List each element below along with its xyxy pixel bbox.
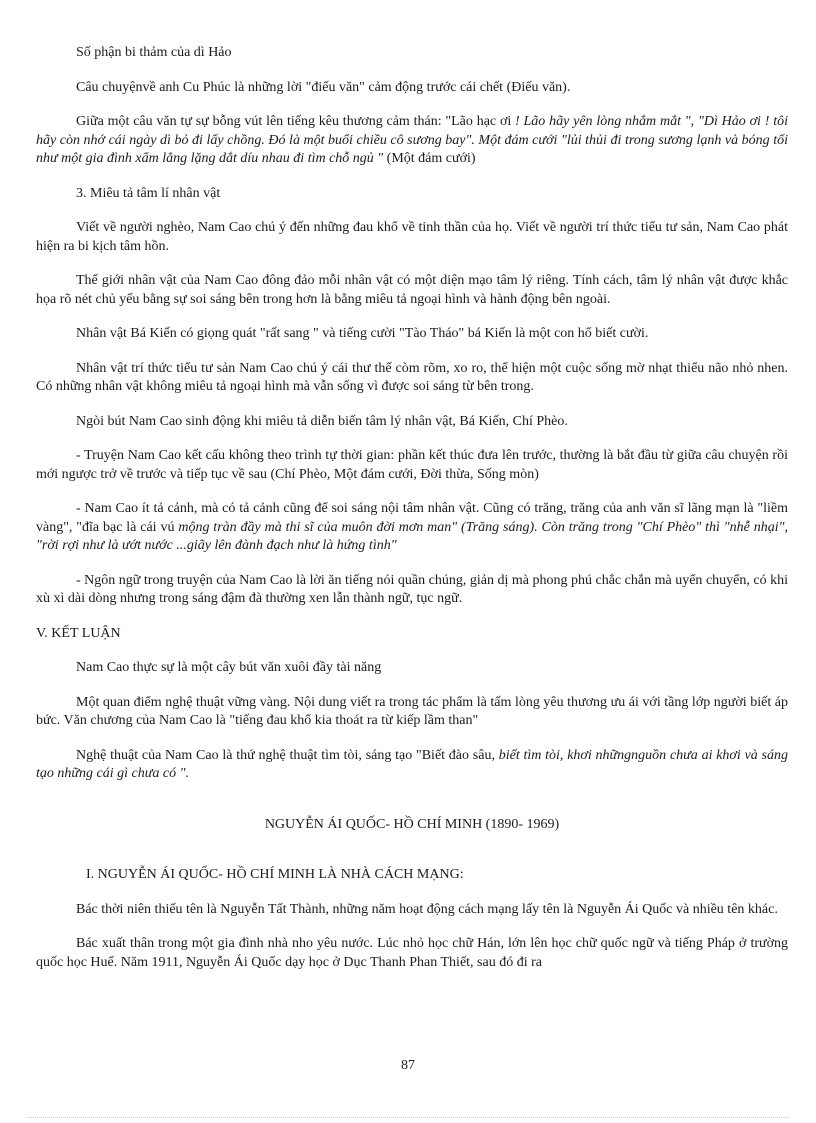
paragraph-11-text: - Nam Cao ít tả cảnh, mà có tả cảnh cũng để soi sáng nội tâm nhân vật. Cũng có trăng, trăng của anh văn sĩ lãng mạn là "liềm vàng", "đĩa bạc là cái vú (36, 501, 788, 535)
paragraph-8: Nhân vật trí thức tiểu tư sản Nam Cao chú ý cái thư thế còm rõm, xo ro, thể hiện một cuộc sống mờ nhạt thiểu não nhỏ nhen. Có những nhân vật không miêu tả ngoại hình mà vẫn sống vì được soi sáng từ bên trong. (36, 360, 788, 394)
paragraph-3 (36, 113, 788, 169)
paragraph-5: Viết về người nghèo, Nam Cao chú ý đến những đau khổ về tinh thần của họ. Viết về người trí thức tiểu tư sản, Nam Cao phát hiện ra bi kịch tâm hồn. (36, 220, 788, 254)
paragraph-3-text: Giữa một câu văn tự sự bỗng vút lên tiếng kêu thương cảm thán: "Lão hạc ơi (76, 114, 516, 129)
subheading-psychology: 3. Miêu tả tâm lí nhân vật (76, 185, 221, 201)
paragraph-11-italic: mộng tràn đầy mà thi sĩ của muôn đời mơn man" (Trăng sáng). Còn trăng trong "Chí Phèo" thì "nhễ nhại", "rời rợi như là ướt nước ...giãy lên đành đạch như là hứng tình" (36, 519, 788, 553)
paragraph-2: Câu chuyệnvề anh Cu Phúc là những lời "điếu văn" cảm động trước cái chết (Điếu văn). (76, 79, 571, 95)
paragraph-14: Một quan điểm nghệ thuật vững vàng. Nội dung viết ra trong tác phẩm là tấm lòng yêu thương ưu ái với tầng lớp người biết áp bức. Văn chương của Nam Cao là "tiếng đau khổ kia thoát ra từ kiếp lầm than" (36, 694, 788, 728)
document-page (36, 44, 788, 972)
paragraph-3-tail: (Một đám cưới) (383, 151, 476, 166)
paragraph-15-italic: biết tìm tòi, khơi nhữngnguồn chưa ai khơi và sáng tạo những cái gì chưa có ". (36, 747, 788, 781)
paragraph-13: Nam Cao thực sự là một cây bút văn xuôi đầy tài năng (76, 660, 382, 675)
paragraph-15 (36, 747, 788, 784)
paragraph-16: Bác thời niên thiếu tên là Nguyễn Tất Thành, những năm hoạt động cách mạng lấy tên là Nguyễn Ái Quốc và nhiều tên khác. (76, 901, 778, 917)
paragraph-17: Bác xuất thân trong một gia đình nhà nho yêu nước. Lúc nhỏ học chữ Hán, lớn lên học chữ quốc ngữ và tiếng Pháp ở trường quốc học Huế. Năm 1911, Nguyễn Ái Quốc dạy học ở Dục Thanh Phan Thiết, sau đó đi ra (36, 936, 788, 970)
paragraph-1: Số phận bi thảm của dì Hảo (76, 45, 232, 60)
paragraph-6: Thế giới nhân vật của Nam Cao đông đảo mỗi nhân vật có một diện mạo tâm lý riêng. Tính cách, tâm lý nhân vật được khắc họa rõ nét chủ yếu bằng sự soi sáng bên trong hơn là bằng miêu tả ngoại hình và hành động bên ngoài. (36, 273, 788, 307)
section-heading-revolutionary: I. NGUYỄN ÁI QUỐC- HỒ CHÍ MINH LÀ NHÀ CÁCH MẠNG: (86, 867, 464, 882)
paragraph-9: Ngòi bút Nam Cao sinh động khi miêu tả diễn biến tâm lý nhân vật, Bá Kiến, Chí Phèo. (76, 413, 568, 429)
paragraph-12: - Ngôn ngữ trong truyện của Nam Cao là lời ăn tiếng nói quần chúng, giản dị mà phong phú chắc chắn mà uyển chuyển, có khi xù xì dài dòng nhưng trong sáng đậm đà thường xen lẫn thành ngữ, tục ngữ. (36, 572, 788, 606)
paragraph-10: - Truyện Nam Cao kết cấu không theo trình tự thời gian: phần kết thúc đưa lên trước, thường là bắt đầu từ giữa câu chuyện rồi mới ngược trở về trước và tiếp tục về sau (Chí Phèo, Một đám cưới, Đời thừa, Sống mòn) (36, 448, 788, 482)
page-divider (28, 1117, 788, 1118)
paragraph-15-text: Nghệ thuật của Nam Cao là thứ nghệ thuật tìm tòi, sáng tạo "Biết đào sâu, (76, 747, 499, 763)
section-heading-conclusion: V. KẾT LUẬN (36, 625, 121, 641)
paragraph-11 (36, 500, 788, 556)
paragraph-7: Nhân vật Bá Kiến có giọng quát "rất sang " và tiếng cười "Tào Tháo" bá Kiến là một con hổ biết cười. (76, 326, 649, 341)
page-number: 87 (401, 1058, 415, 1073)
chapter-title: NGUYỄN ÁI QUỐC- HỒ CHÍ MINH (1890- 1969) (264, 816, 560, 832)
paragraph-3-italic: ! Lão hãy yên lòng nhắm mắt ", "Dì Hảo ơi ! tôi hãy còn nhớ cái ngày dì bỏ đi lấy chồng. Đó là một buổi chiều cô sương bay". Một đám cưới "lủi thủi đi trong sương lạnh và bóng tối như một gia đình xẩm lẳng lặng dắt díu nhau đi tìm chỗ ngủ " (36, 114, 788, 166)
